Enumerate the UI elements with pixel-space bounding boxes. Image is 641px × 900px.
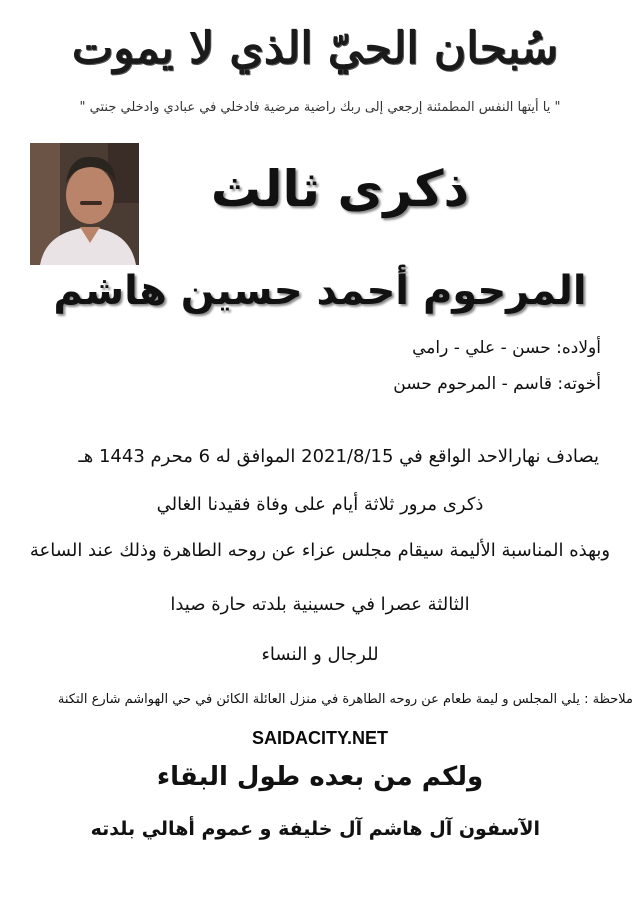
portrait-photo (30, 143, 139, 265)
page-title: ذكرى ثالث (210, 160, 470, 218)
closing-line: ولكم من بعده طول البقاء (156, 762, 484, 792)
website-watermark: SAIDACITY.NET (251, 728, 388, 748)
audience-line: للرجال و النساء (261, 644, 379, 665)
date-line: يصادف نهارالاحد الواقع في 2021/8/15 الموافق له 6 محرم 1443 هـ (78, 446, 599, 467)
quran-verse: " يا أيتها النفس المطمئنة إرجعي إلى ربك راضية مرضية فادخلي في عبادي وادخلي جنتي " (79, 100, 561, 115)
time-place-line: الثالثة عصرا في حسينية بلدته حارة صيدا (170, 594, 470, 615)
gathering-line: وبهذه المناسبة الأليمة سيقام مجلس عزاء عن روحه الطاهرة وذلك عند الساعة (29, 540, 611, 561)
note-line: ملاحظة : يلي المجلس و ليمة طعام عن روحه الطاهرة في منزل العائلة الكائن في حي الهواشم شارع التكنة (57, 692, 633, 707)
deceased-name: المرحوم أحمد حسين هاشم (53, 268, 587, 314)
calligraphy-header: سُبحان الحيّ الذي لا يموت (71, 22, 559, 74)
siblings-line: أخوته: قاسم - المرحوم حسن (393, 374, 601, 394)
portrait-photo-icon (30, 143, 139, 265)
signers-line: الآسفون آل هاشم آل خليفة و عموم أهالي بلدته (90, 818, 540, 840)
occasion-line: ذكرى مرور ثلاثة أيام على وفاة فقيدنا الغالي (156, 494, 484, 515)
children-line: أولاده: حسن - علي - رامي (412, 338, 601, 358)
